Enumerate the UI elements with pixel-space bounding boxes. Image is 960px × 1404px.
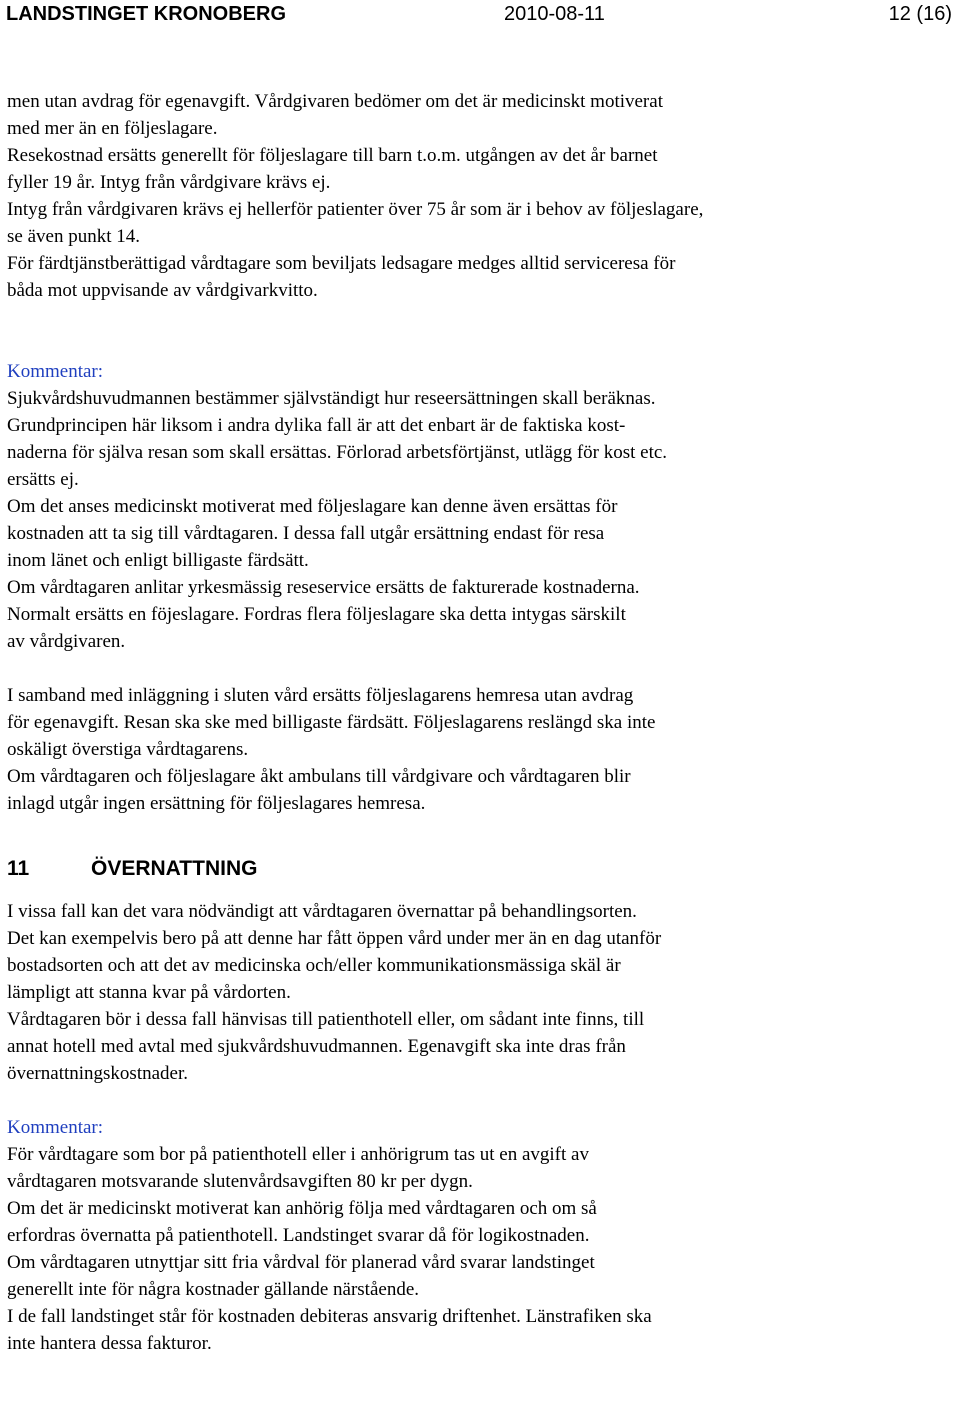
text-line: oskäligt överstiga vårdtagarens.	[7, 739, 249, 760]
paragraph-companion-rules	[7, 88, 952, 304]
text-line: annat hotell med avtal med sjukvårdshuvudmannen. Egenavgift ska inte dras från	[7, 1036, 626, 1057]
text-line: Intyg från vårdgivaren krävs ej hellerför patienter över 75 år som är i behov av följeslagare,	[7, 199, 704, 220]
text-line: med mer än en följeslagare.	[7, 118, 218, 139]
text-line: Om vårdtagaren och följeslagare åkt ambulans till vårdgivare och vårdtagaren blir	[7, 766, 631, 787]
spacer	[7, 1087, 952, 1114]
text-line: bostadsorten och att det av medicinska och/eller kommunikationsmässiga skäl är	[7, 955, 621, 976]
text-line: inom länet och enligt billigaste färdsätt.	[7, 550, 309, 571]
comment-label: Kommentar:	[7, 1117, 104, 1138]
text-line: Om det är medicinskt motiverat kan anhörig följa med vårdtagaren och om så	[7, 1198, 597, 1219]
document-body	[7, 88, 952, 1357]
text-line: I samband med inläggning i sluten vård ersätts följeslagarens hemresa utan avdrag	[7, 685, 634, 706]
paragraph-overnight	[7, 898, 952, 1087]
comment-block-1	[7, 358, 952, 655]
text-line: För färdtjänstberättigad vårdtagare som beviljats ledsagare medges alltid serviceresa för	[7, 253, 676, 274]
section-number: 11	[7, 856, 30, 880]
text-line: båda mot uppvisande av vårdgivarkvitto.	[7, 280, 318, 301]
text-line: naderna för själva resan som skall ersättas. Förlorad arbetsförtjänst, utlägg för kost etc.	[7, 442, 668, 463]
text-line: Normalt ersätts en föjeslagare. Fordras flera följeslagare ska detta intygas särskilt	[7, 604, 626, 625]
text-line: Resekostnad ersätts generellt för följeslagare till barn t.o.m. utgången av det år barnet	[7, 145, 658, 166]
text-line: Sjukvårdshuvudmannen bestämmer självständigt hur reseersättningen skall beräknas.	[7, 388, 656, 409]
text-line: fyller 19 år. Intyg från vårdgivare krävs ej.	[7, 172, 331, 193]
text-line: för egenavgift. Resan ska ske med billigaste färdsätt. Följeslagarens reslängd ska inte	[7, 712, 656, 733]
text-line: vårdtagaren motsvarande slutenvårdsavgiften 80 kr per dygn.	[7, 1171, 473, 1192]
header-page-number: 12 (16)	[888, 3, 952, 25]
section-heading	[7, 844, 952, 892]
comment-label: Kommentar:	[7, 361, 104, 382]
text-line: övernattningskostnader.	[7, 1063, 188, 1084]
text-line: I de fall landstinget står för kostnaden debiteras ansvarig driftenhet. Länstrafiken ska	[7, 1306, 652, 1327]
header-date: 2010-08-11	[504, 3, 605, 25]
paragraph-return-trip	[7, 682, 952, 817]
text-line: Om vårdtagaren utnyttjar sitt fria vårdval för planerad vård svarar landstinget	[7, 1252, 595, 1273]
text-line: ersätts ej.	[7, 469, 79, 490]
text-line: För vårdtagare som bor på patienthotell eller i anhörigrum tas ut en avgift av	[7, 1144, 589, 1165]
text-line: inte hantera dessa fakturor.	[7, 1333, 212, 1354]
text-line: generellt inte för några kostnader gällande närstående.	[7, 1279, 420, 1300]
spacer	[7, 817, 952, 844]
text-line: Grundprincipen här liksom i andra dylika fall är att det enbart är de faktiska kost-	[7, 415, 626, 436]
spacer	[7, 655, 952, 682]
text-line: men utan avdrag för egenavgift. Vårdgivaren bedömer om det är medicinskt motiverat	[7, 91, 663, 112]
text-line: erfordras övernatta på patienthotell. Landstinget svarar då för logikostnaden.	[7, 1225, 590, 1246]
text-line: inlagd utgår ingen ersättning för följeslagares hemresa.	[7, 793, 426, 814]
text-line: Det kan exempelvis bero på att denne har fått öppen vård under mer än en dag utanför	[7, 928, 662, 949]
section-title: ÖVERNATTNING	[91, 856, 258, 880]
page-header	[0, 0, 960, 28]
text-line: Om det anses medicinskt motiverat med följeslagare kan denne även ersättas för	[7, 496, 618, 517]
text-line: I vissa fall kan det vara nödvändigt att vårdtagaren övernattar på behandlingsorten.	[7, 901, 637, 922]
text-line: lämpligt att stanna kvar på vårdorten.	[7, 982, 291, 1003]
header-organization: LANDSTINGET KRONOBERG	[6, 3, 286, 25]
text-line: Vårdtagaren bör i dessa fall hänvisas till patienthotell eller, om sådant inte finns, till	[7, 1009, 645, 1030]
text-line: kostnaden att ta sig till vårdtagaren. I dessa fall utgår ersättning endast för resa	[7, 523, 605, 544]
comment-block-2	[7, 1114, 952, 1357]
text-line: Om vårdtagaren anlitar yrkesmässig reseservice ersätts de fakturerade kostnaderna.	[7, 577, 640, 598]
text-line: av vårdgivaren.	[7, 631, 126, 652]
spacer	[7, 304, 952, 358]
text-line: se även punkt 14.	[7, 226, 140, 247]
